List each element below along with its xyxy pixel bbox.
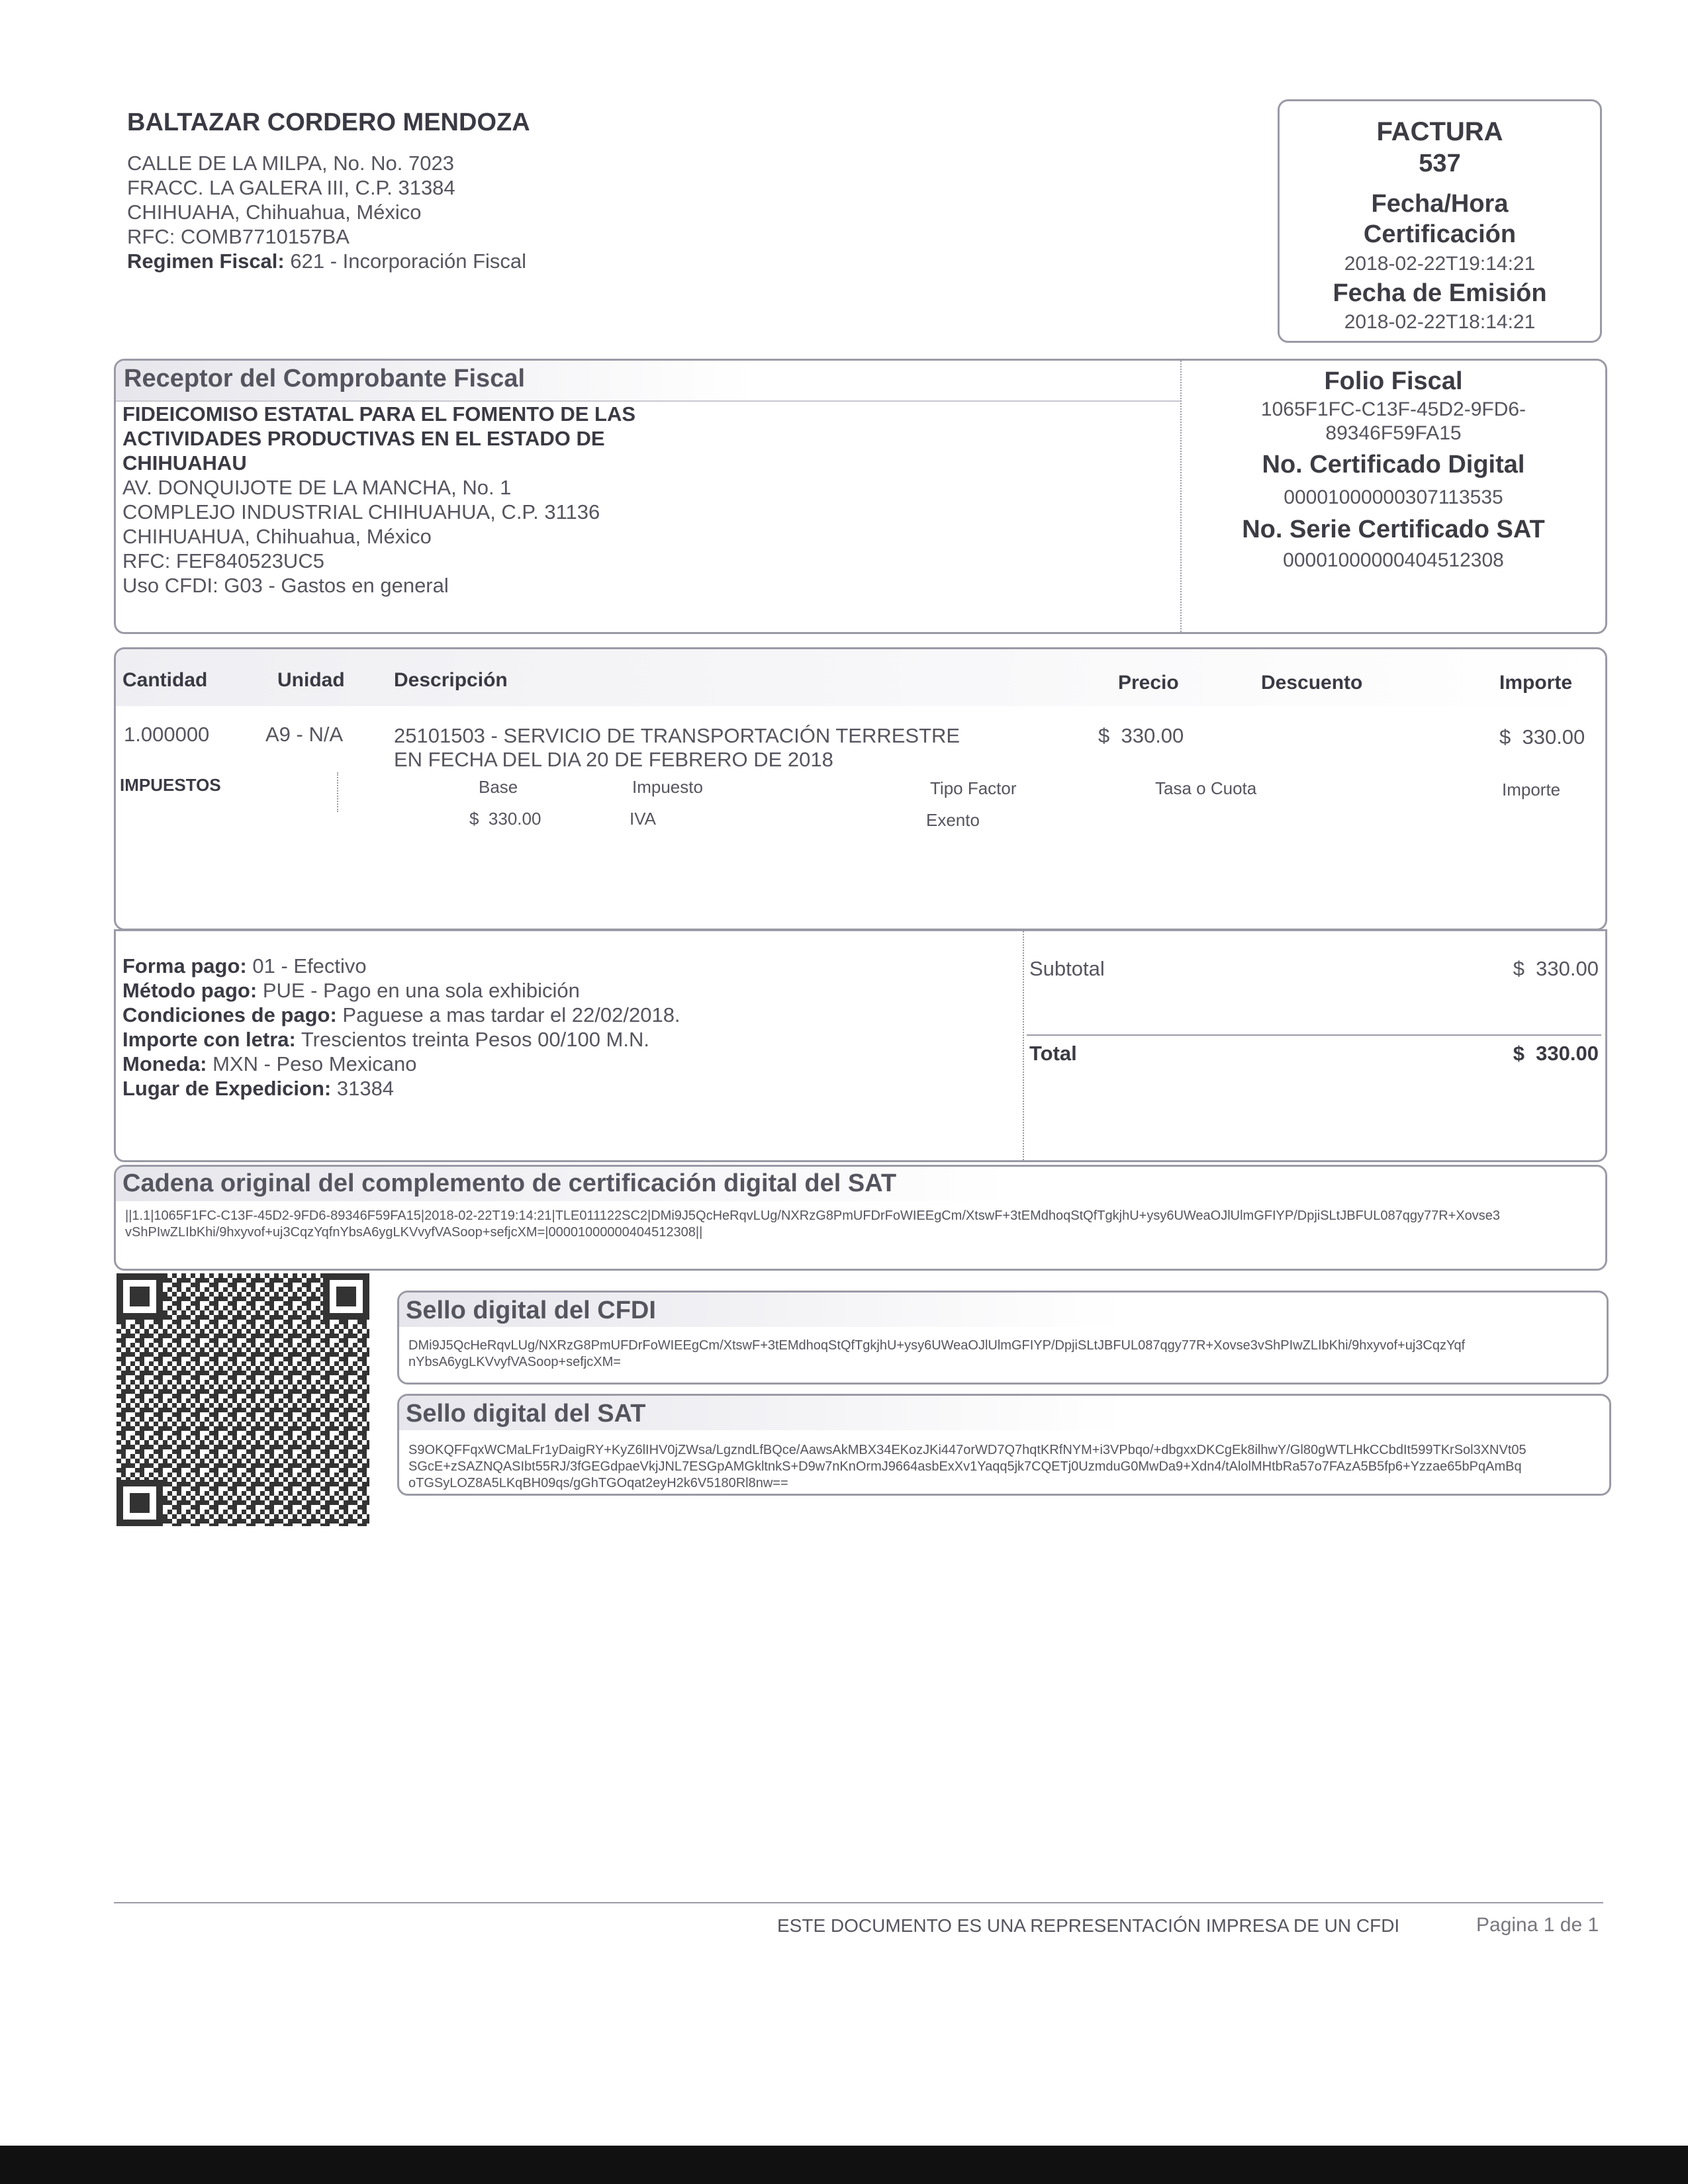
taxes-h-tasa: Tasa o Cuota [1155, 778, 1257, 798]
row-importe: $ 330.00 [1499, 725, 1585, 749]
moneda-label: Moneda: [122, 1052, 207, 1075]
receiver-details [122, 402, 1168, 598]
row-unidad: A9 - N/A [265, 723, 344, 746]
receiver-box [114, 359, 1607, 634]
taxes-tipo: Exento [926, 810, 980, 830]
payment-box [114, 929, 1607, 1162]
sello-cfdi-title: Sello digital del CFDI [406, 1297, 656, 1324]
taxes-impuesto: IVA [630, 809, 656, 829]
taxes-h-impuesto: Impuesto [632, 777, 703, 797]
cadena-title-band [116, 1167, 1605, 1201]
cert-value: 00001000000307113535 [1284, 486, 1503, 508]
taxes-base: $ 330.00 [469, 809, 541, 829]
folio-label: Folio Fiscal [1324, 367, 1463, 395]
row-descripcion-1: 25101503 - SERVICIO DE TRANSPORTACIÓN TERRESTRE [394, 724, 961, 747]
receiver-fiscal-divider [1180, 361, 1182, 632]
totals-divider [1027, 1034, 1601, 1036]
moneda-value: MXN - Peso Mexicano [212, 1052, 417, 1075]
metodo-pago-label: Método pago: [122, 979, 258, 1002]
issuer-name: BALTAZAR CORDERO MENDOZA [127, 109, 530, 136]
sello-cfdi-text: DMi9J5QcHeRqvLUg/NXRzG8PmUFDrFoWIEEgCm/XtswF+3tEMdhoqStQfTgkjhU+ysy6UWeaOJlUlmGFIYP/DpjiSLtJBFUL087qgy77R+Xovse3vShPIwZLIbKhi/9hxyvof+uj3CqzYqfnYbsA6ygLKVvyfVASoop+sefjcXM= [408, 1338, 1466, 1369]
condiciones-value: Paguese a mas tardar el 22/02/2018. [342, 1003, 680, 1026]
payment-divider [1023, 931, 1024, 1160]
issuer-regimen-label: Regimen Fiscal: [127, 250, 285, 273]
lugar-expedicion-label: Lugar de Expedicion: [122, 1077, 332, 1100]
issuer-address-3: CHIHUAHA, Chihuahua, México [127, 201, 422, 224]
total-label: Total [1029, 1042, 1077, 1065]
sello-cfdi-box [397, 1291, 1609, 1385]
receiver-address-2: COMPLEJO INDUSTRIAL CHIHUAHUA, C.P. 31136 [122, 500, 600, 523]
folio-value-1: 1065F1FC-C13F-45D2-9FD6- [1260, 398, 1526, 420]
invoice-number: 537 [1419, 150, 1461, 177]
taxes-label: IMPUESTOS [120, 775, 221, 795]
receiver-name-3: CHIHUAHAU [122, 451, 247, 475]
issuer-regimen [127, 249, 855, 273]
footer-page: Pagina 1 de 1 [1476, 1914, 1599, 1936]
sat-serie-label: No. Serie Certificado SAT [1242, 516, 1545, 543]
taxes-h-base: Base [479, 777, 518, 797]
header-cantidad: Cantidad [122, 669, 208, 691]
receiver-name-1: FIDEICOMISO ESTATAL PARA EL FOMENTO DE LAS [122, 402, 636, 426]
items-table [114, 647, 1607, 931]
sello-cfdi-title-band [399, 1293, 1607, 1327]
sello-sat-title: Sello digital del SAT [406, 1400, 646, 1428]
condiciones-label: Condiciones de pago: [122, 1003, 337, 1026]
receiver-address-3: CHIHUAHUA, Chihuahua, México [122, 525, 432, 548]
header-precio: Precio [1118, 672, 1179, 694]
issuer-block [127, 106, 855, 273]
taxes-divider [337, 772, 338, 812]
taxes-h-importe: Importe [1502, 780, 1561, 799]
cert-date-label-1: Fecha/Hora [1371, 190, 1509, 218]
metodo-pago-value: PUE - Pago en una sola exhibición [262, 979, 580, 1002]
footer-divider [114, 1902, 1603, 1903]
row-descripcion-2: EN FECHA DEL DIA 20 DE FEBRERO DE 2018 [394, 748, 833, 771]
row-cantidad: 1.000000 [124, 723, 210, 746]
sat-serie-value: 00001000000404512308 [1283, 549, 1504, 571]
header-descuento: Descuento [1261, 672, 1363, 694]
issuer-address-2: FRACC. LA GALERA III, C.P. 31384 [127, 176, 455, 199]
emission-date-label: Fecha de Emisión [1333, 279, 1547, 307]
sello-sat-box [397, 1394, 1611, 1496]
cert-date-label-2: Certificación [1363, 220, 1517, 248]
invoice-type: FACTURA [1376, 117, 1503, 146]
fiscal-details [1183, 365, 1604, 574]
receiver-name-2: ACTIVIDADES PRODUCTIVAS EN EL ESTADO DE [122, 427, 605, 450]
sello-sat-text: S9OKQFFqxWCMaLFr1yDaigRY+KyZ6lIHV0jZWsa/LgzndLfBQce/AawsAkMBX34EKozJKi447orWD7Q7hqtKRfNYM+i3VPbqo/+dbgxxDKCgEk8ilhwY/Gl80gWTLHkCCbdIt599TKrSol3XNVt05SGcE+zSAZNQASIbt55RJ/3fGEGdpaeVkjJNL7ESGpAMGkltnkS+D9w7nKnOrmJ9664asbExXv1Yaqq5jk7CQETj0UzmduG0MwDa9+Xdn4/tAlolMHtbRa57o7FAzA5B5fp6+Yzzae65bPqAmBqoTGSyLOZ8A5LKqBH09qs/gGhTGOqat2eyH2k6V5180Rl8nw== [408, 1443, 1526, 1490]
lugar-expedicion-value: 31384 [336, 1077, 395, 1100]
header-importe: Importe [1499, 672, 1573, 694]
receiver-rfc: RFC: FEF840523UC5 [122, 549, 324, 572]
payment-details [122, 954, 1009, 1101]
receiver-title-band [116, 361, 1180, 402]
taxes-h-tipo: Tipo Factor [930, 778, 1017, 798]
receiver-title: Receptor del Comprobante Fiscal [124, 365, 526, 392]
emission-date-value: 2018-02-22T18:14:21 [1344, 311, 1536, 333]
cert-date-value: 2018-02-22T19:14:21 [1344, 253, 1536, 275]
folio-value-2: 89346F59FA15 [1325, 422, 1462, 444]
receiver-uso-cfdi: Uso CFDI: G03 - Gastos en general [122, 574, 449, 597]
qr-code-graphic [117, 1273, 369, 1526]
cadena-title: Cadena original del complemento de certificación digital del SAT [122, 1169, 897, 1197]
forma-pago-value: 01 - Efectivo [252, 954, 367, 978]
forma-pago-label: Forma pago: [122, 954, 247, 978]
sello-sat-title-band [399, 1396, 1609, 1430]
scan-bottom-bar [0, 2146, 1688, 2184]
header-unidad: Unidad [277, 669, 345, 691]
importe-letra-label: Importe con letra: [122, 1028, 296, 1051]
issuer-regimen-value: 621 - Incorporación Fiscal [290, 250, 527, 273]
total-value: $ 330.00 [1513, 1042, 1599, 1065]
row-precio: $ 330.00 [1098, 724, 1184, 747]
footer-note: ESTE DOCUMENTO ES UNA REPRESENTACIÓN IMPRESA DE UN CFDI [777, 1915, 1400, 1936]
cadena-text: ||1.1|1065F1FC-C13F-45D2-9FD6-89346F59FA15|2018-02-22T19:14:21|TLE011122SC2|DMi9J5QcHeRqvLUg/NXRzG8PmUFDrFoWIEEgCm/XtswF+3tEMdhoqStQfTgkjhU+ysy6UWeaOJlUlmGFIYP/DpjiSLtJBFUL087qgy77R+Xovse3vShPIwZLIbKhi/9hxyvof+uj3CqzYqfnYbsA6ygLKVvyfVASoop+sefjcXM=|00001000000404512308|| [125, 1208, 1501, 1240]
qr-code [117, 1273, 369, 1526]
header-descripcion: Descripción [394, 669, 508, 691]
importe-letra-value: Trescientos treinta Pesos 00/100 M.N. [301, 1028, 649, 1051]
invoice-box [1278, 99, 1602, 343]
cert-label: No. Certificado Digital [1262, 451, 1525, 478]
subtotal-value: $ 330.00 [1513, 957, 1599, 980]
receiver-address-1: AV. DONQUIJOTE DE LA MANCHA, No. 1 [122, 476, 512, 499]
subtotal-label: Subtotal [1029, 957, 1105, 980]
cadena-original-box [114, 1165, 1607, 1271]
issuer-address-1: CALLE DE LA MILPA, No. No. 7023 [127, 152, 454, 175]
issuer-rfc: RFC: COMB7710157BA [127, 225, 350, 248]
